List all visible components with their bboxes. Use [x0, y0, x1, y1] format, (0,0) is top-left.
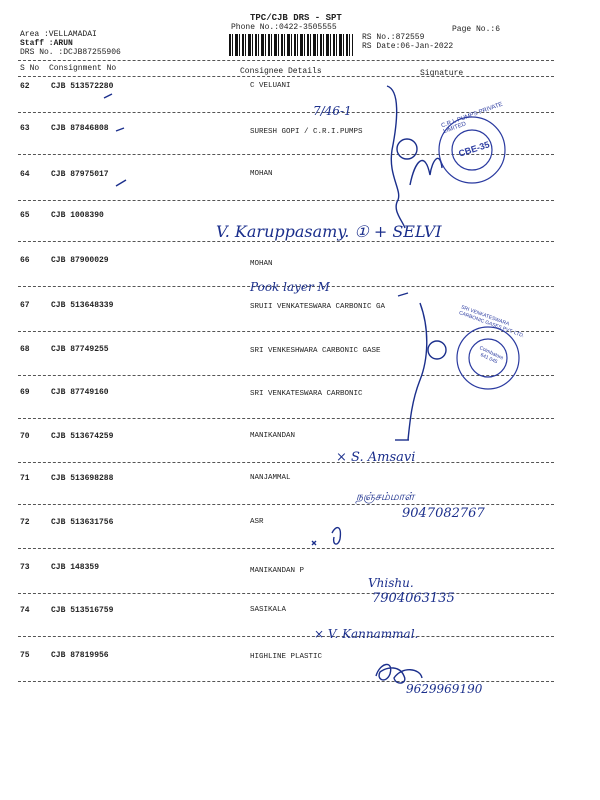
document-title: TPC/CJB DRS - SPT [250, 13, 342, 23]
handwriting-row75-phone: 9629969190 [406, 682, 483, 696]
handwriting-row65: V. Karuppasamy. ① + SELVI [216, 222, 442, 241]
count-circle-3a [397, 139, 417, 159]
row-consignment-no: CJB 87900029 [51, 256, 109, 265]
row-consignee: MANIKANDAN P [250, 567, 305, 575]
area-label: Area :VELLAMADAI [20, 30, 97, 39]
row-consignment-no: CJB 513631756 [51, 518, 114, 527]
handwriting-row71-name: நஞ்சம்மாள் [356, 490, 415, 503]
rs-number: RS No.:872559 [362, 33, 425, 42]
row-consignment-no: CJB 513516759 [51, 606, 114, 615]
rs-date: RS Date:06-Jan-2022 [362, 42, 454, 51]
handwriting-row74: × V. Kannammal. [314, 627, 419, 641]
row-consignee: SASIKALA [250, 606, 287, 614]
row-sno: 73 [20, 563, 30, 572]
row-consignee: SURESH GOPI / C.R.I.PUMPS [250, 128, 363, 136]
row-sno: 72 [20, 518, 30, 527]
row-consignee: NANJAMMAL [250, 474, 291, 482]
row-consignment-no: CJB 87749255 [51, 345, 109, 354]
scribble-63 [410, 158, 442, 185]
tick-62 [104, 94, 112, 98]
row-sno: 70 [20, 432, 30, 441]
row-sno: 75 [20, 651, 30, 660]
row-sno: 67 [20, 301, 30, 310]
drs-number: DRS No. :DCJB87255906 [20, 48, 121, 57]
col-consignment: Consignment No [49, 64, 117, 73]
staff-label: Staff :ARUN [20, 39, 73, 48]
row-consignee: SRI VENKESHWARA CARBONIC GASE [250, 347, 381, 355]
cri-stamp-text: C.R.I. PUMPS PRIVATE LIMITED [440, 101, 504, 136]
row-consignment-no: CJB 513572280 [51, 82, 114, 91]
row-consignee: HIGHLINE PLASTIC [250, 653, 323, 661]
phone-number: Phone No.:0422-3505555 [231, 23, 337, 32]
row-consignment-no: CJB 87819956 [51, 651, 109, 660]
cri-stamp-code: CBE-35 [457, 139, 491, 159]
handwriting-row71-phone: 9047082767 [402, 506, 485, 521]
row-sno: 68 [20, 345, 30, 354]
row-consignment-no: CJB 1008390 [51, 211, 104, 220]
row-consignment-no: CJB 87846808 [51, 124, 109, 133]
row-consignment-no: CJB 513698288 [51, 474, 114, 483]
handwriting-row73-name: Vhishu. [368, 576, 414, 590]
row-consignee: MOHAN [250, 170, 273, 178]
col-signature: Signature [420, 69, 464, 78]
row-consignee: MANIKANDAN [250, 432, 296, 440]
handwriting-row70: × S. Amsavi [336, 450, 416, 465]
handwriting-row73-phone: 7904063135 [372, 591, 455, 606]
tick-63 [116, 128, 124, 131]
row-consignment-no: CJB 87975017 [51, 170, 109, 179]
row-consignee: SRUII VENKATESWARA CARBONIC GA [250, 303, 386, 311]
bracket-top [387, 86, 405, 228]
row-consignee: MOHAN [250, 260, 273, 268]
row-consignment-no: CJB 513648339 [51, 301, 114, 310]
row-sno: 64 [20, 170, 30, 179]
row-consignment-no: CJB 87749160 [51, 388, 109, 397]
row-consignee: C VELUANI [250, 82, 291, 90]
row-sno: 74 [20, 606, 30, 615]
col-details: Consignee Details [240, 67, 322, 76]
row-sno: 71 [20, 474, 30, 483]
svc-stamp-inner: Coimbatore 641 045 [478, 345, 505, 366]
tick-64 [116, 180, 126, 186]
bracket-mid [408, 303, 427, 440]
col-sno: S No [20, 64, 40, 73]
row-consignee: SRI VENKATESWARA CARBONIC [250, 390, 363, 398]
handwriting-row66: Pook layer M [250, 280, 330, 294]
row-sno: 62 [20, 82, 30, 91]
handwriting-row63: 7/46-1 [313, 104, 352, 118]
row-sno: 66 [20, 256, 30, 265]
signature-75 [376, 664, 422, 683]
svc-stamp-text: SRI VENKATESWARA CARBONIC GASES PVT. LTD. [458, 304, 525, 340]
row-sno: 69 [20, 388, 30, 397]
row-sno: 63 [20, 124, 30, 133]
row-sno: 65 [20, 211, 30, 220]
page-number: Page No.:6 [452, 25, 501, 34]
tick-66 [398, 293, 408, 296]
count-circle-3b [428, 341, 446, 359]
row-consignment-no: CJB 148359 [51, 563, 100, 572]
row-consignment-no: CJB 513674259 [51, 432, 114, 441]
signature-72 [332, 528, 340, 544]
row-consignee: ASR [250, 518, 264, 526]
mark-72 [312, 541, 316, 545]
